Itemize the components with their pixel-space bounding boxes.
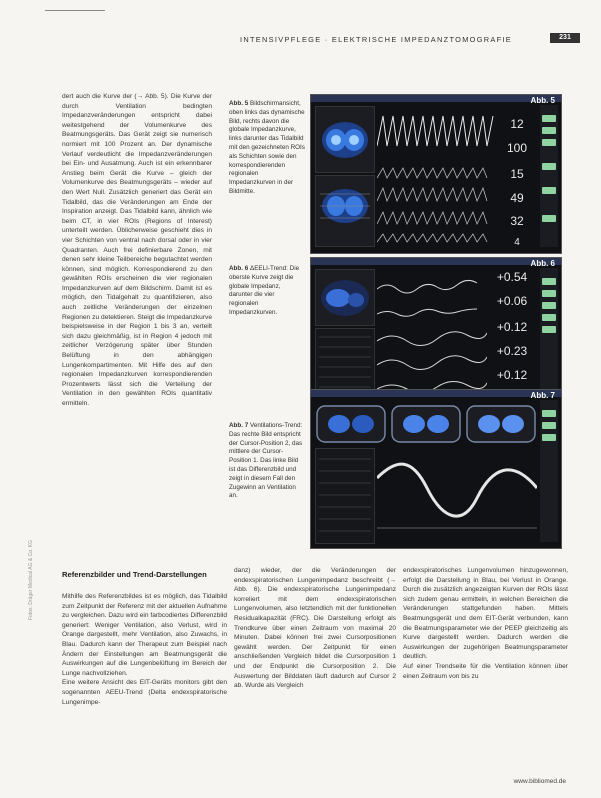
caption-title: Abb. 6 <box>229 265 249 272</box>
menu-button[interactable] <box>542 422 556 429</box>
menu-button[interactable] <box>542 410 556 417</box>
delta-readout: +0.12 <box>496 368 528 382</box>
body-text-column-b3 <box>403 566 568 776</box>
body-text-column-b2 <box>234 566 396 776</box>
value-readout: 12 <box>510 117 524 131</box>
delta-readout: +0.12 <box>496 320 528 334</box>
caption-text: Bildschirmansicht, oben links das dynamische Bild, rechts davon die globale Impedanzkurve, links darunter das Tidalbild mit den gezeichneten ROIs als Schichten sowie den korrespondierenden regionalen Impedanzkurven in der Bildmitte. <box>229 100 305 195</box>
value-readout: 4 <box>514 237 520 248</box>
paragraph: endexspiratorisches Lungenvolumen hinzugewonnen, erfolgt die Darstellung in Blau, bei Verlust in Orange. Durch die zusätzlich angezeigten Kurven der ROIs lässt sich zudem genau ermitteln, in welchen Bereichen die Veränderungen stattgefunden haben. Mittels Beatmungsgerät und dem EIT-Gerät verbunden, kann die Beatmungsparameter wie der PEEP gleichzeitig als Kurve dargestellt werden. Dadurch werden die Auswirkungen der zugehörigen Beatmungsparameter deutlich. Auf einer Trendseite für die Ventilation können über einen Zeitraum von bis zu <box>403 567 568 680</box>
delta-readout: +0.54 <box>496 270 528 284</box>
lung-image-eeli <box>316 270 374 325</box>
figure-label: Abb. 5 <box>530 96 555 105</box>
menu-button[interactable] <box>542 290 556 297</box>
caption-text: ΔEELI-Trend: Die oberste Kurve zeigt die globale Impedanz, darunter die vier regionalen Impedanzkurven. <box>229 265 300 316</box>
menu-button[interactable] <box>542 115 556 122</box>
menu-button[interactable] <box>542 215 556 222</box>
figure-caption-7 <box>229 422 305 501</box>
value-readout: 49 <box>510 191 524 205</box>
page-header <box>0 0 601 46</box>
figure-5-screenshot <box>310 94 562 254</box>
delta-readout: +0.23 <box>496 344 528 358</box>
monitor-top-bar <box>311 390 561 397</box>
eeli-image-panel <box>315 269 375 326</box>
monitor-sidebar <box>540 400 558 542</box>
paragraph: Mithilfe des Referenzbildes ist es möglich, das Tidalbild zum Zeitpunkt der Referenz mit der aktuellen Aufnahme zu vergleichen. Dazu wird ein farbcodiertes Differenzbild generiert: Weniger Ventilation, also Verlust, wird in Orange dargestellt, mehr Ventilation, also Zuwachs, in Blau. Dadurch kann der Therapeut zum Beispiel nach Ändern der Einstellungen am Beatmungsgerät die Auswirkungen auf die Lungenbelüftung im Bereich der Lunge nachvollziehen. Eine weitere Ansicht des EIT-Geräts monitors gibt den sogenannten AEEU-Trend (Delta endexspiratorische Lungenimpe- <box>62 593 227 706</box>
header-rule <box>45 10 105 11</box>
menu-button[interactable] <box>542 314 556 321</box>
value-readout: 15 <box>510 167 524 181</box>
value-readout: 32 <box>510 214 524 228</box>
menu-button[interactable] <box>542 434 556 441</box>
ventilation-images <box>315 404 539 444</box>
figure-caption-5 <box>229 100 305 197</box>
figure-label: Abb. 6 <box>530 259 555 268</box>
footer-url[interactable]: www.bibliomed.de <box>513 778 566 785</box>
body-text-column-1 <box>62 92 212 552</box>
section-heading: Referenzbilder und Trend-Darstellungen <box>62 570 207 579</box>
eeli-trend-curves <box>377 269 487 409</box>
table-lines <box>316 449 374 543</box>
impedance-curves <box>377 106 495 246</box>
value-readout: 100 <box>506 141 528 155</box>
menu-button[interactable] <box>542 127 556 134</box>
running-title: INTENSIVPFLEGE · ELEKTRISCHE IMPEDANZTOMOGRAFIE <box>240 35 513 44</box>
delta-readout: +0.06 <box>496 294 528 308</box>
trend-table <box>315 448 375 544</box>
dynamic-image-panel <box>315 106 375 173</box>
body-text-column-b1 <box>62 592 227 777</box>
lung-image-tidal <box>316 176 374 246</box>
ventilation-trend-curve <box>377 448 537 542</box>
menu-button[interactable] <box>542 326 556 333</box>
photo-credit: Fotos: Dräger Medical AG & Co. KG <box>28 539 34 620</box>
menu-button[interactable] <box>542 278 556 285</box>
menu-button[interactable] <box>542 302 556 309</box>
caption-text: Ventilations-Trend: Das rechte Bild entspricht der Cursor-Position 2, das mittlere der Cursor-Position 1. Das linke Bild ist das Differenzbild und zeigt in diesem Fall den Zugewinn an Ventilation an. <box>229 422 303 500</box>
paragraph: danz) wieder, der die Veränderungen der endexspiratorischen Lungenimpedanz beschreibt (→ Abb. 6). Die endexspiratorische Lungenimpedanz korreliert mit dem endexspiratorischen Lungenvolumen, also letztendlich mit der funktionellen Residualkapazität (FRC). Die Darstellung erfolgt als Trendkurve über einen Zeitraum von maximal 20 Minuten. Dabei können frei zwei Cursorpositionen gewählt werden. Der Zeitpunkt für einen anschließenden Vergleich bildet die Cursorposition 1 und der Endpunkt die Cursorposition 2. Die Auswertung der Bilddaten läuft dadurch auf Cursor 2 ab. Wurde als Vergleich <box>234 567 396 690</box>
page-number: 231 <box>550 33 580 43</box>
menu-button[interactable] <box>542 163 556 170</box>
monitor-sidebar <box>540 105 558 247</box>
figure-label: Abb. 7 <box>530 391 555 400</box>
figure-caption-6 <box>229 265 305 318</box>
tidal-image-panel <box>315 175 375 247</box>
monitor-top-bar <box>311 258 561 265</box>
paragraph: dert auch die Kurve der (→ Abb. 5). Die Kurve der durch Ventilation bedingten Impedanzveränderungen entspricht dabei weitestgehend der Volumenkurve des Beatmungsgeräts. Das Gerät zeigt sie numerisch normiert mit 100 Prozent an. Der dynamische Verlauf verdeutlicht die Impedanzveränderungen bei Ein- und Ausatmung. Auch ist ein erkennbarer Anstieg beim Gerät die Kurve – gleich der Volumenkurve des Beatmungsgeräts – wieder auf den Wert Null. Zusätzlich generiert das Gerät ein Tidalbild, das die Veränderungen am Ende der Inspiration anzeigt. Das Tidalbild kann, ähnlich wie beim CT, in vier ROIs (Regions of Interest) unterteilt werden. Üblicherweise geschieht dies in vier Schichten von ventral nach dorsal oder in vier Quadranten. Auch frei definierbare Zonen, mit denen sehr kleine Teilbereiche begutachtet werden können, sind möglich. Korrespondierend zu den gewählten ROIs erscheinen die vier regionalen Impedanzkurven auf dem Bildschirm. Damit ist es möglich, den Tidalgehalt zu quantifizieren, also auch zeitliche Veränderungen der einzelnen Regionen zu detektieren. Steigt die Impedanzkurve beispielsweise in der Region 1 bis 3 an, verteilt sich dazu gleichmäßig, ist in Region 4 jedoch mit zeitlicher Verzögerung später über Stunden Belüftung in den abhängigen Lungenkompartimenten. Mit Hilfe des auf den regionalen Impedanzkurven korrespondierenden Prozentwerts lässt sich die Verteilung der Ventilation in den gewählten ROIs quantitativ ermitteln. <box>62 93 212 407</box>
lung-image-dynamic <box>316 107 374 172</box>
caption-title: Abb. 7 <box>229 422 249 429</box>
figure-7-screenshot <box>310 389 562 549</box>
menu-button[interactable] <box>542 187 556 194</box>
monitor-top-bar <box>311 95 561 102</box>
menu-button[interactable] <box>542 139 556 146</box>
caption-title: Abb. 5 <box>229 100 249 107</box>
